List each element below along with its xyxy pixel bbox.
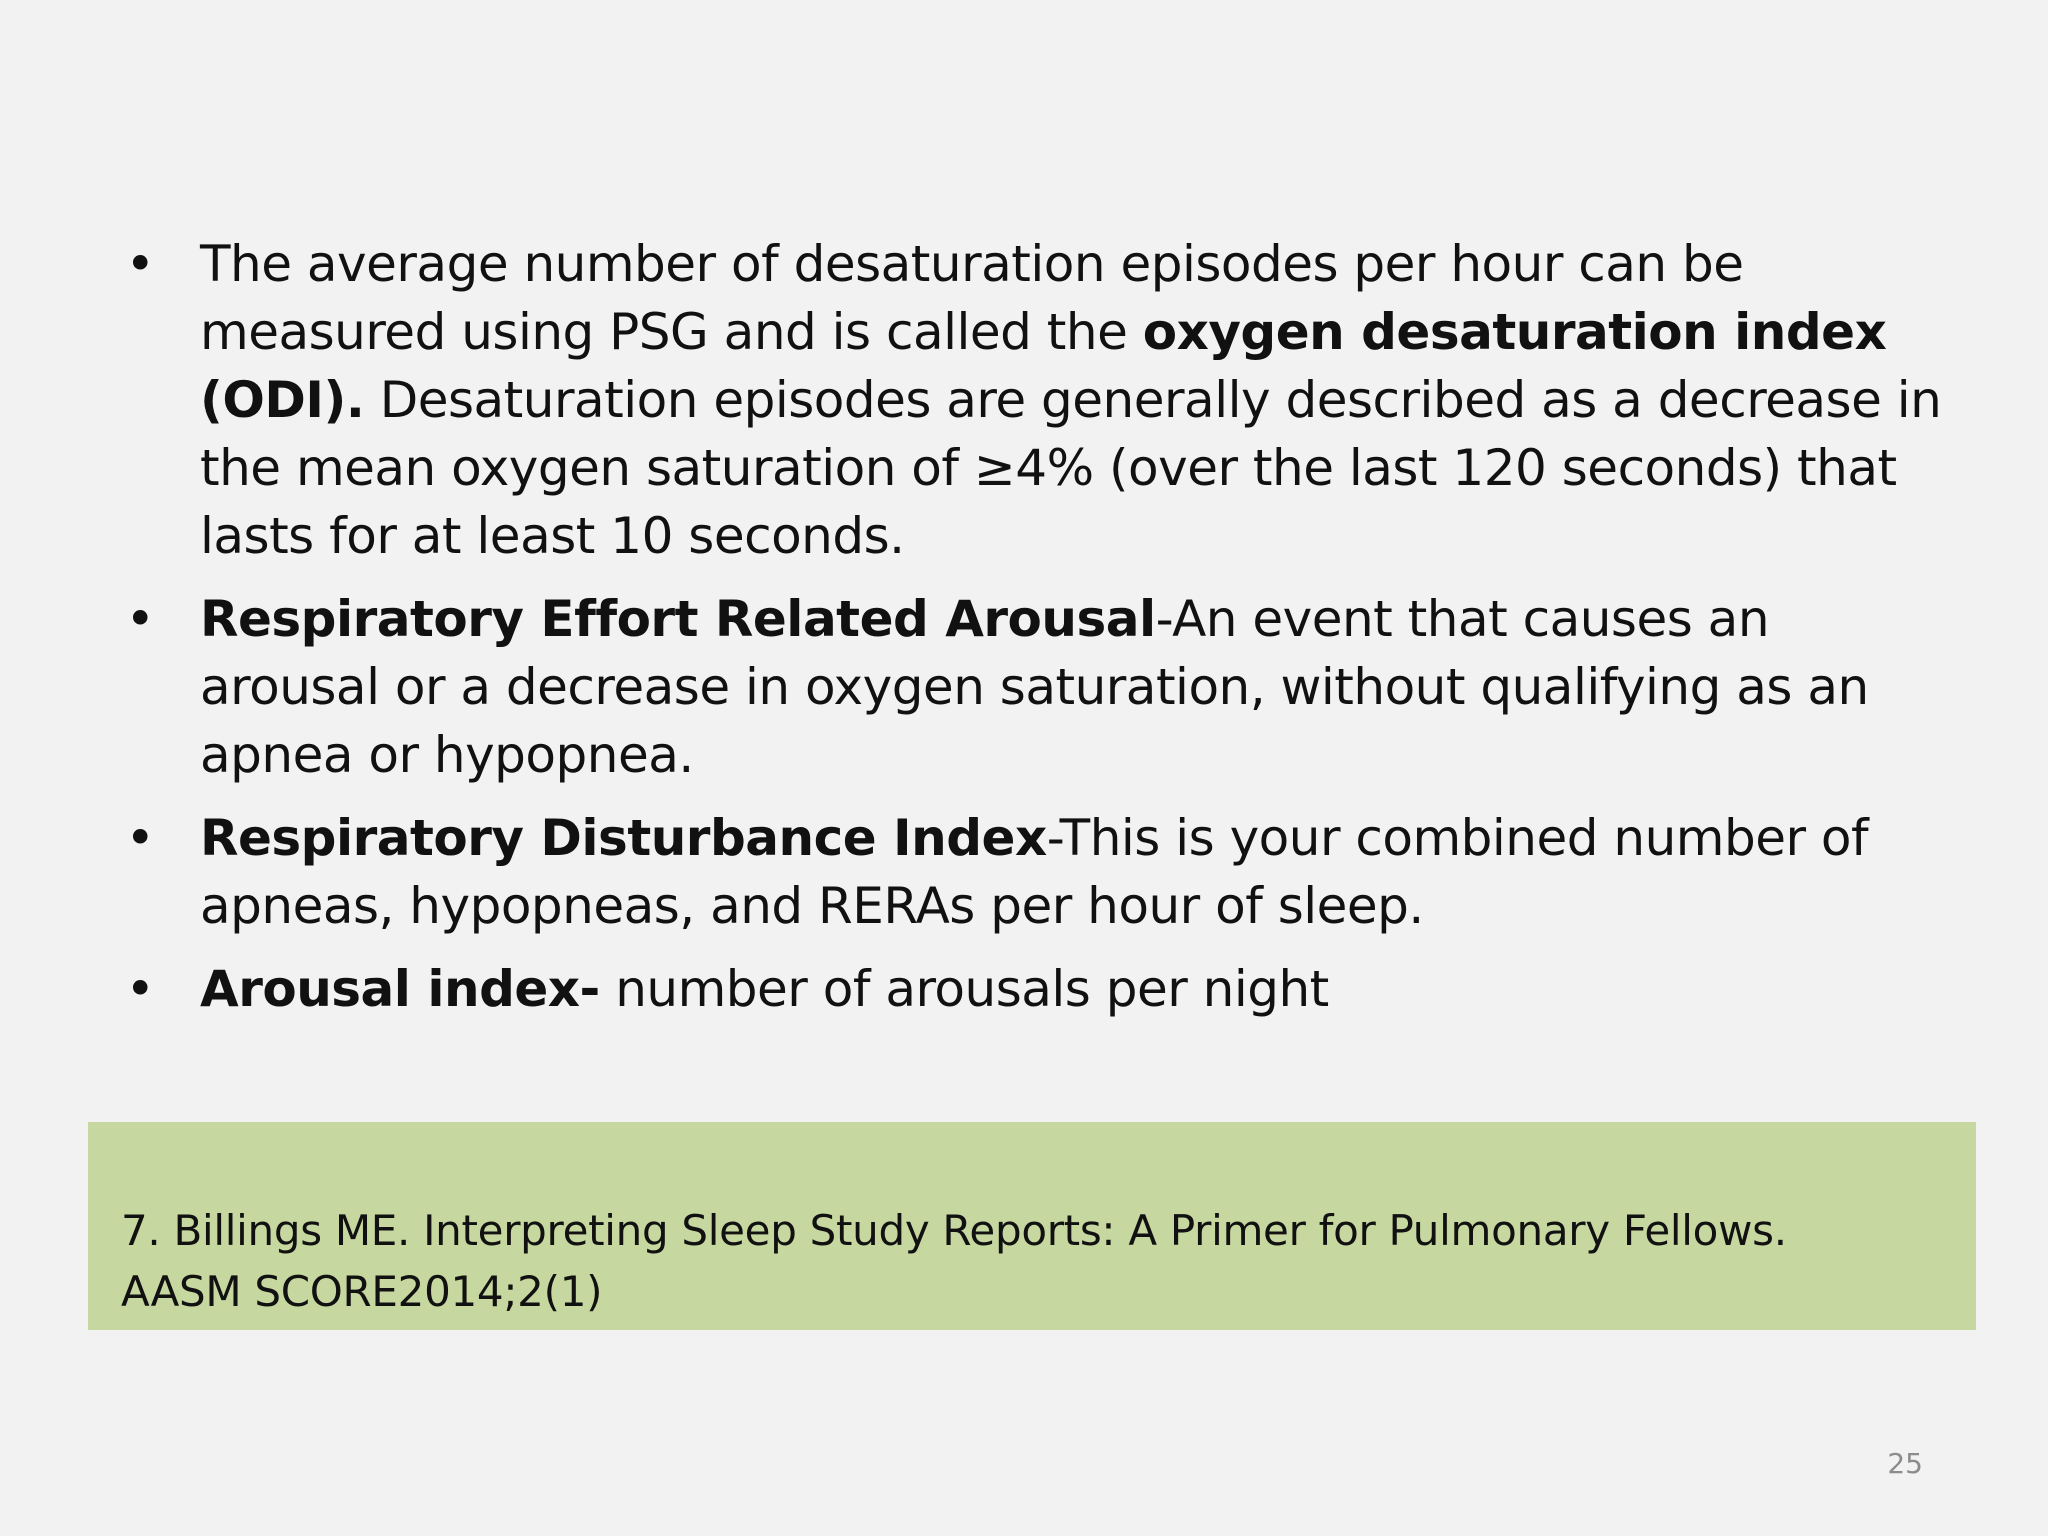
bullet-text: number of arousals per night (599, 960, 1329, 1018)
bullet-dot: • (125, 590, 155, 648)
bullet-text: The average number of desaturation episodes per hour can be measured using PSG and is called the (200, 235, 1744, 361)
bullet-rera (120, 585, 1960, 789)
bullet-odi (120, 230, 1960, 570)
bullet-term: Respiratory Disturbance Index (200, 809, 1047, 867)
bullet-term: oxygen desaturation index (ODI). (200, 303, 1887, 429)
bullet-list (120, 230, 1960, 1038)
citation-line-1: 7. Billings ME. Interpreting Sleep Study Reports: A Primer for Pulmonary Fellows. (121, 1206, 1787, 1255)
bullet-dot: • (125, 960, 155, 1018)
bullet-dot: • (125, 235, 155, 293)
bullet-text: -An event that causes an arousal or a decrease in oxygen saturation, without qualifying as an apnea or hypopnea. (200, 590, 1869, 784)
bullet-rdi (120, 804, 1960, 940)
bullet-dot: • (125, 809, 155, 867)
bullet-term: Respiratory Effort Related Arousal (200, 590, 1156, 648)
bullet-text: -This is your combined number of apneas, hypopneas, and RERAs per hour of sleep. (200, 809, 1869, 935)
bullet-term: Arousal index- (200, 960, 600, 1018)
citation-box (88, 1122, 1976, 1330)
bullet-arousal-index (120, 955, 1960, 1023)
page-number: 25 (1887, 1447, 1923, 1480)
citation-line-2: AASM SCORE2014;2(1) (121, 1267, 603, 1316)
bullet-text: Desaturation episodes are generally described as a decrease in the mean oxygen saturation of ≥4% (over the last 120 seconds) that lasts for at least 10 seconds. (200, 371, 1942, 565)
